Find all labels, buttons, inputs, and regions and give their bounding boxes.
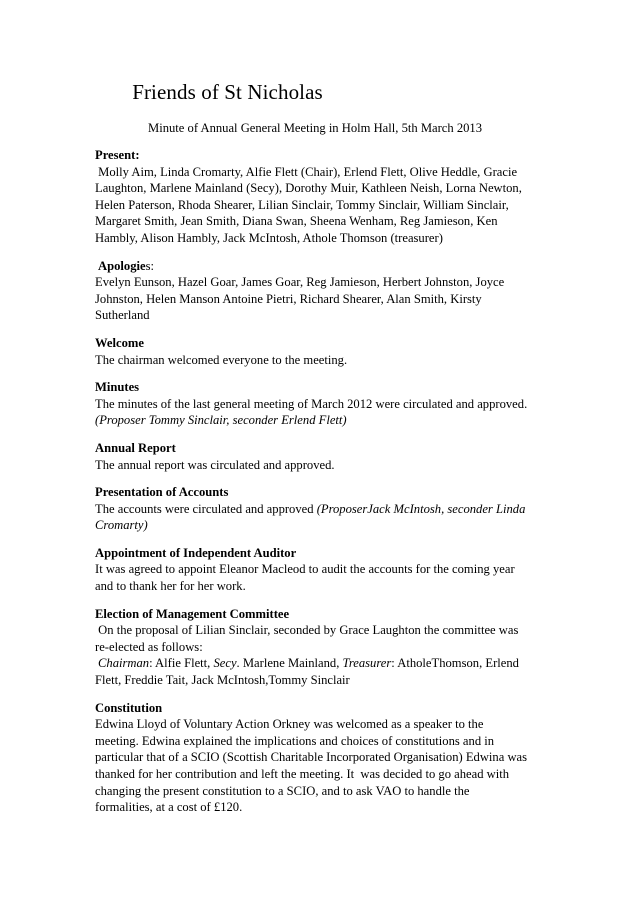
committee-line: re-elected as follows: <box>95 639 203 654</box>
minutes-body <box>95 147 555 827</box>
annual-report-heading: Annual Report <box>95 440 176 455</box>
constitution-line: formalities, at a cost of £120. <box>95 800 243 815</box>
chairman-label: Chairman <box>98 656 150 671</box>
section-welcome <box>95 335 555 368</box>
section-constitution <box>95 700 555 816</box>
accounts-heading: Presentation of Accounts <box>95 485 229 500</box>
welcome-heading: Welcome <box>95 335 144 350</box>
secy-label: Secy <box>213 656 237 671</box>
accounts-line <box>95 501 555 518</box>
apologies-heading-rest: s: <box>145 258 154 273</box>
section-committee <box>95 606 555 689</box>
minutes-note: (Proposer Tommy Sinclair, seconder Erlend Flett) <box>95 413 347 428</box>
committee-heading: Election of Management Committee <box>95 606 290 621</box>
constitution-line: Edwina Lloyd of Voluntary Action Orkney was welcomed as a speaker to the <box>95 717 484 732</box>
committee-officers-line <box>95 655 555 672</box>
auditor-line: It was agreed to appoint Eleanor Macleod to audit the accounts for the coming year <box>95 562 515 577</box>
apologies-line: Sutherland <box>95 308 150 323</box>
auditor-line: and to thank her for her work. <box>95 579 246 594</box>
committee-line: On the proposal of Lilian Sinclair, seconded by Grace Laughton the committee was <box>95 623 519 638</box>
auditor-heading: Appointment of Independent Auditor <box>95 545 297 560</box>
accounts-note: (ProposerJack McIntosh, seconder Linda <box>316 501 526 516</box>
annual-report-text: The annual report was circulated and approved. <box>95 457 335 472</box>
section-apologies <box>95 258 555 324</box>
document-subtitle: Minute of Annual General Meeting in Holm Hall, 5th March 2013 <box>148 121 483 135</box>
section-minutes <box>95 379 555 429</box>
present-line: Molly Aim, Linda Cromarty, Alfie Flett (Chair), Erlend Flett, Olive Heddle, Gracie <box>95 164 518 179</box>
constitution-line: thanked for her contribution and left the meeting. It was decided to go ahead with <box>95 767 510 781</box>
present-line: Laughton, Marlene Mainland (Secy), Dorothy Muir, Kathleen Neish, Lorna Newton, <box>95 181 522 196</box>
constitution-line: meeting. Edwina explained the implications and choices of constitutions and in <box>95 733 495 748</box>
present-line: Hambly, Alison Hambly, Jack McIntosh, Athole Thomson (treasurer) <box>95 230 443 245</box>
present-heading: Present: <box>95 148 140 162</box>
minutes-text: The minutes of the last general meeting of March 2012 were circulated and approved. <box>95 396 528 411</box>
present-line: Helen Paterson, Rhoda Shearer, Lilian Sinclair, Tommy Sinclair, William Sinclair, <box>95 197 509 212</box>
accounts-text: The accounts were circulated and approved <box>95 501 317 516</box>
apologies-heading <box>95 258 555 275</box>
constitution-line: changing the present constitution to a SCIO, and to ask VAO to handle the <box>95 783 470 798</box>
section-auditor <box>95 545 555 595</box>
treasurer-label: Treasurer <box>342 656 392 671</box>
apologies-line: Johnston, Helen Manson Antoine Pietri, Richard Shearer, Alan Smith, Kirsty <box>95 291 482 306</box>
welcome-text: The chairman welcomed everyone to the meeting. <box>95 352 348 367</box>
minutes-heading: Minutes <box>95 380 140 395</box>
apologies-heading-bold: Apologie <box>98 258 146 273</box>
document-title: Friends of St Nicholas <box>132 80 323 104</box>
secy-value: . Marlene Mainland, <box>236 656 343 671</box>
present-line: Margaret Smith, Jean Smith, Diana Swan, Sheena Wenham, Reg Jamieson, Ken <box>95 214 498 229</box>
section-annual-report <box>95 440 555 473</box>
accounts-note-continued: Cromarty) <box>95 518 148 533</box>
committee-line: Flett, Freddie Tait, Jack McIntosh,Tommy Sinclair <box>95 673 350 688</box>
constitution-line: particular that of a SCIO (Scottish Charitable Incorporated Organisation) Edwina was <box>95 750 528 765</box>
section-accounts <box>95 484 555 534</box>
apologies-line: Evelyn Eunson, Hazel Goar, James Goar, Reg Jamieson, Herbert Johnston, Joyce <box>95 275 505 290</box>
chairman-value: : Alfie Flett, <box>149 656 214 671</box>
constitution-heading: Constitution <box>95 700 163 715</box>
section-present <box>95 147 555 247</box>
treasurer-value: : AtholeThomson, Erlend <box>391 656 519 671</box>
